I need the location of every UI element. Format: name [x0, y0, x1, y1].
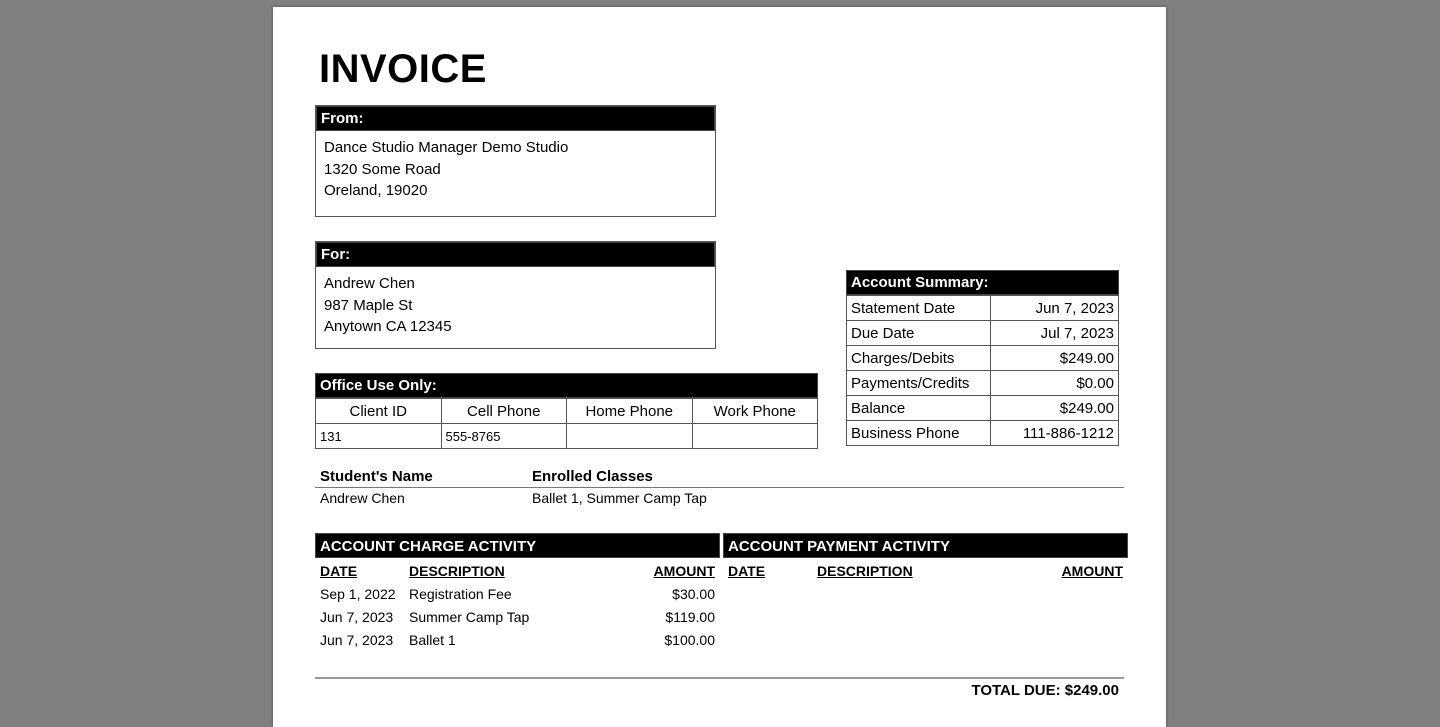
charge-date: Jun 7, 2023 [320, 609, 394, 625]
student-classes: Ballet 1, Summer Camp Tap [532, 490, 707, 506]
summary-label: Due Date [847, 321, 991, 346]
charge-amount: $100.00 [664, 632, 715, 648]
account-summary-table [846, 295, 1119, 446]
summary-label: Business Phone [847, 421, 991, 446]
charge-date: Sep 1, 2022 [320, 586, 396, 602]
summary-value: 111-886-1212 [991, 421, 1119, 446]
from-header: From: [316, 106, 715, 131]
office-use-header: Office Use Only: [315, 373, 818, 398]
charge-description-header: DESCRIPTION [409, 563, 505, 579]
summary-row [847, 296, 1119, 321]
summary-value: Jul 7, 2023 [991, 321, 1119, 346]
account-summary-box [846, 270, 1119, 446]
payment-activity-header: ACCOUNT PAYMENT ACTIVITY [723, 533, 1128, 558]
summary-value: $249.00 [991, 346, 1119, 371]
enrolled-classes-header: Enrolled Classes [532, 468, 653, 485]
summary-value: $249.00 [991, 396, 1119, 421]
for-header: For: [316, 242, 715, 267]
summary-value: Jun 7, 2023 [991, 296, 1119, 321]
charge-date-header: DATE [320, 563, 358, 579]
client-id-value: 131 [316, 424, 442, 449]
charge-description: Summer Camp Tap [409, 609, 530, 625]
summary-label: Payments/Credits [847, 371, 991, 396]
office-header-work-phone: Work Phone [692, 399, 818, 424]
charge-amount: $119.00 [665, 609, 715, 625]
summary-label: Statement Date [847, 296, 991, 321]
summary-label: Balance [847, 396, 991, 421]
charge-description: Registration Fee [409, 586, 512, 602]
for-line: Anytown CA 12345 [324, 318, 452, 335]
charge-date: Jun 7, 2023 [320, 632, 394, 648]
total-divider [315, 677, 1124, 679]
from-box [315, 105, 716, 217]
for-line: Andrew Chen [324, 275, 415, 292]
charge-description: Ballet 1 [409, 632, 456, 648]
page-title: INVOICE [319, 47, 487, 91]
charge-amount-header: AMOUNT [653, 563, 715, 579]
student-name: Andrew Chen [320, 490, 405, 506]
summary-row [847, 346, 1119, 371]
office-use-box [315, 373, 818, 449]
student-name-header: Student's Name [320, 468, 433, 485]
payment-date-header: DATE [728, 563, 766, 579]
office-header-home-phone: Home Phone [567, 399, 693, 424]
summary-row [847, 421, 1119, 446]
account-summary-header: Account Summary: [846, 270, 1119, 295]
office-header-cell-phone: Cell Phone [441, 399, 567, 424]
summary-label: Charges/Debits [847, 346, 991, 371]
charge-amount: $30.00 [672, 586, 715, 602]
summary-row [847, 321, 1119, 346]
charge-activity-header: ACCOUNT CHARGE ACTIVITY [315, 533, 720, 558]
payment-amount-header: AMOUNT [1061, 563, 1123, 579]
summary-row [847, 396, 1119, 421]
payment-description-header: DESCRIPTION [817, 563, 913, 579]
student-divider [315, 487, 1124, 488]
cell-phone-value: 555-8765 [441, 424, 567, 449]
from-line: 1320 Some Road [324, 160, 441, 178]
from-line: Oreland, 19020 [324, 182, 428, 199]
for-line: 987 Maple St [324, 296, 413, 314]
for-box [315, 241, 716, 349]
work-phone-value [692, 424, 818, 449]
total-due: TOTAL DUE: $249.00 [971, 682, 1119, 699]
home-phone-value [567, 424, 693, 449]
summary-row [847, 371, 1119, 396]
office-header-client-id: Client ID [316, 399, 442, 424]
invoice-page [273, 7, 1166, 727]
office-use-table [315, 398, 818, 449]
from-line: Dance Studio Manager Demo Studio [324, 139, 569, 156]
summary-value: $0.00 [991, 371, 1119, 396]
